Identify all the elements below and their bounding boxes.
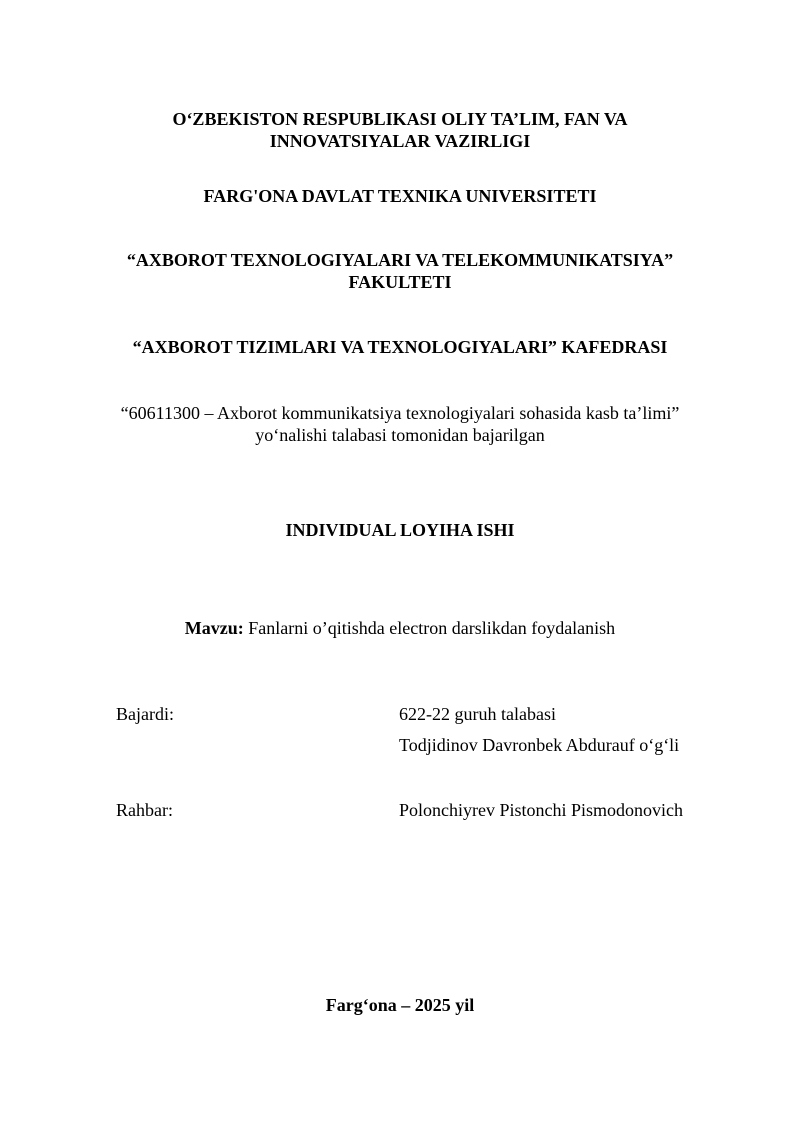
topic-label: Mavzu:	[184, 618, 244, 638]
ministry-line-2: INNOVATSIYALAR VAZIRLIGI	[269, 131, 531, 151]
supervisor-name: Polonchiyrev Pistonchi Pismodonovich	[399, 800, 684, 820]
topic-line	[0, 617, 800, 639]
topic-value: Fanlarni o’qitishda electron darslikdan foydalanish	[243, 618, 616, 638]
performer-label: Bajardi:	[116, 704, 174, 724]
program-line-2: yo‘nalishi talabasi tomonidan bajarilgan	[255, 425, 545, 445]
faculty-line-1: “AXBOROT TEXNOLOGIYALARI VA TELEKOMMUNIKATSIYA”	[126, 250, 674, 270]
department-name: “AXBOROT TIZIMLARI VA TEXNOLOGIYALARI” KAFEDRASI	[132, 337, 668, 357]
work-type-title: INDIVIDUAL LOYIHA ISHI	[285, 520, 515, 540]
ministry-line-1: O‘ZBEKISTON RESPUBLIKASI OLIY TA’LIM, FAN VA	[172, 109, 628, 129]
supervisor-label: Rahbar:	[116, 800, 173, 820]
performer-group: 622-22 guruh talabasi	[399, 704, 556, 724]
program-line-1: “60611300 – Axborot kommunikatsiya texnologiyalari sohasida kasb ta’limi”	[120, 403, 680, 423]
university-name: FARG'ONA DAVLAT TEXNIKA UNIVERSITETI	[203, 186, 597, 206]
faculty-line-2: FAKULTETI	[348, 272, 452, 292]
footer-city-year: Farg‘ona – 2025 yil	[325, 995, 475, 1015]
performer-name: Todjidinov Davronbek Abdurauf o‘g‘li	[399, 735, 680, 755]
